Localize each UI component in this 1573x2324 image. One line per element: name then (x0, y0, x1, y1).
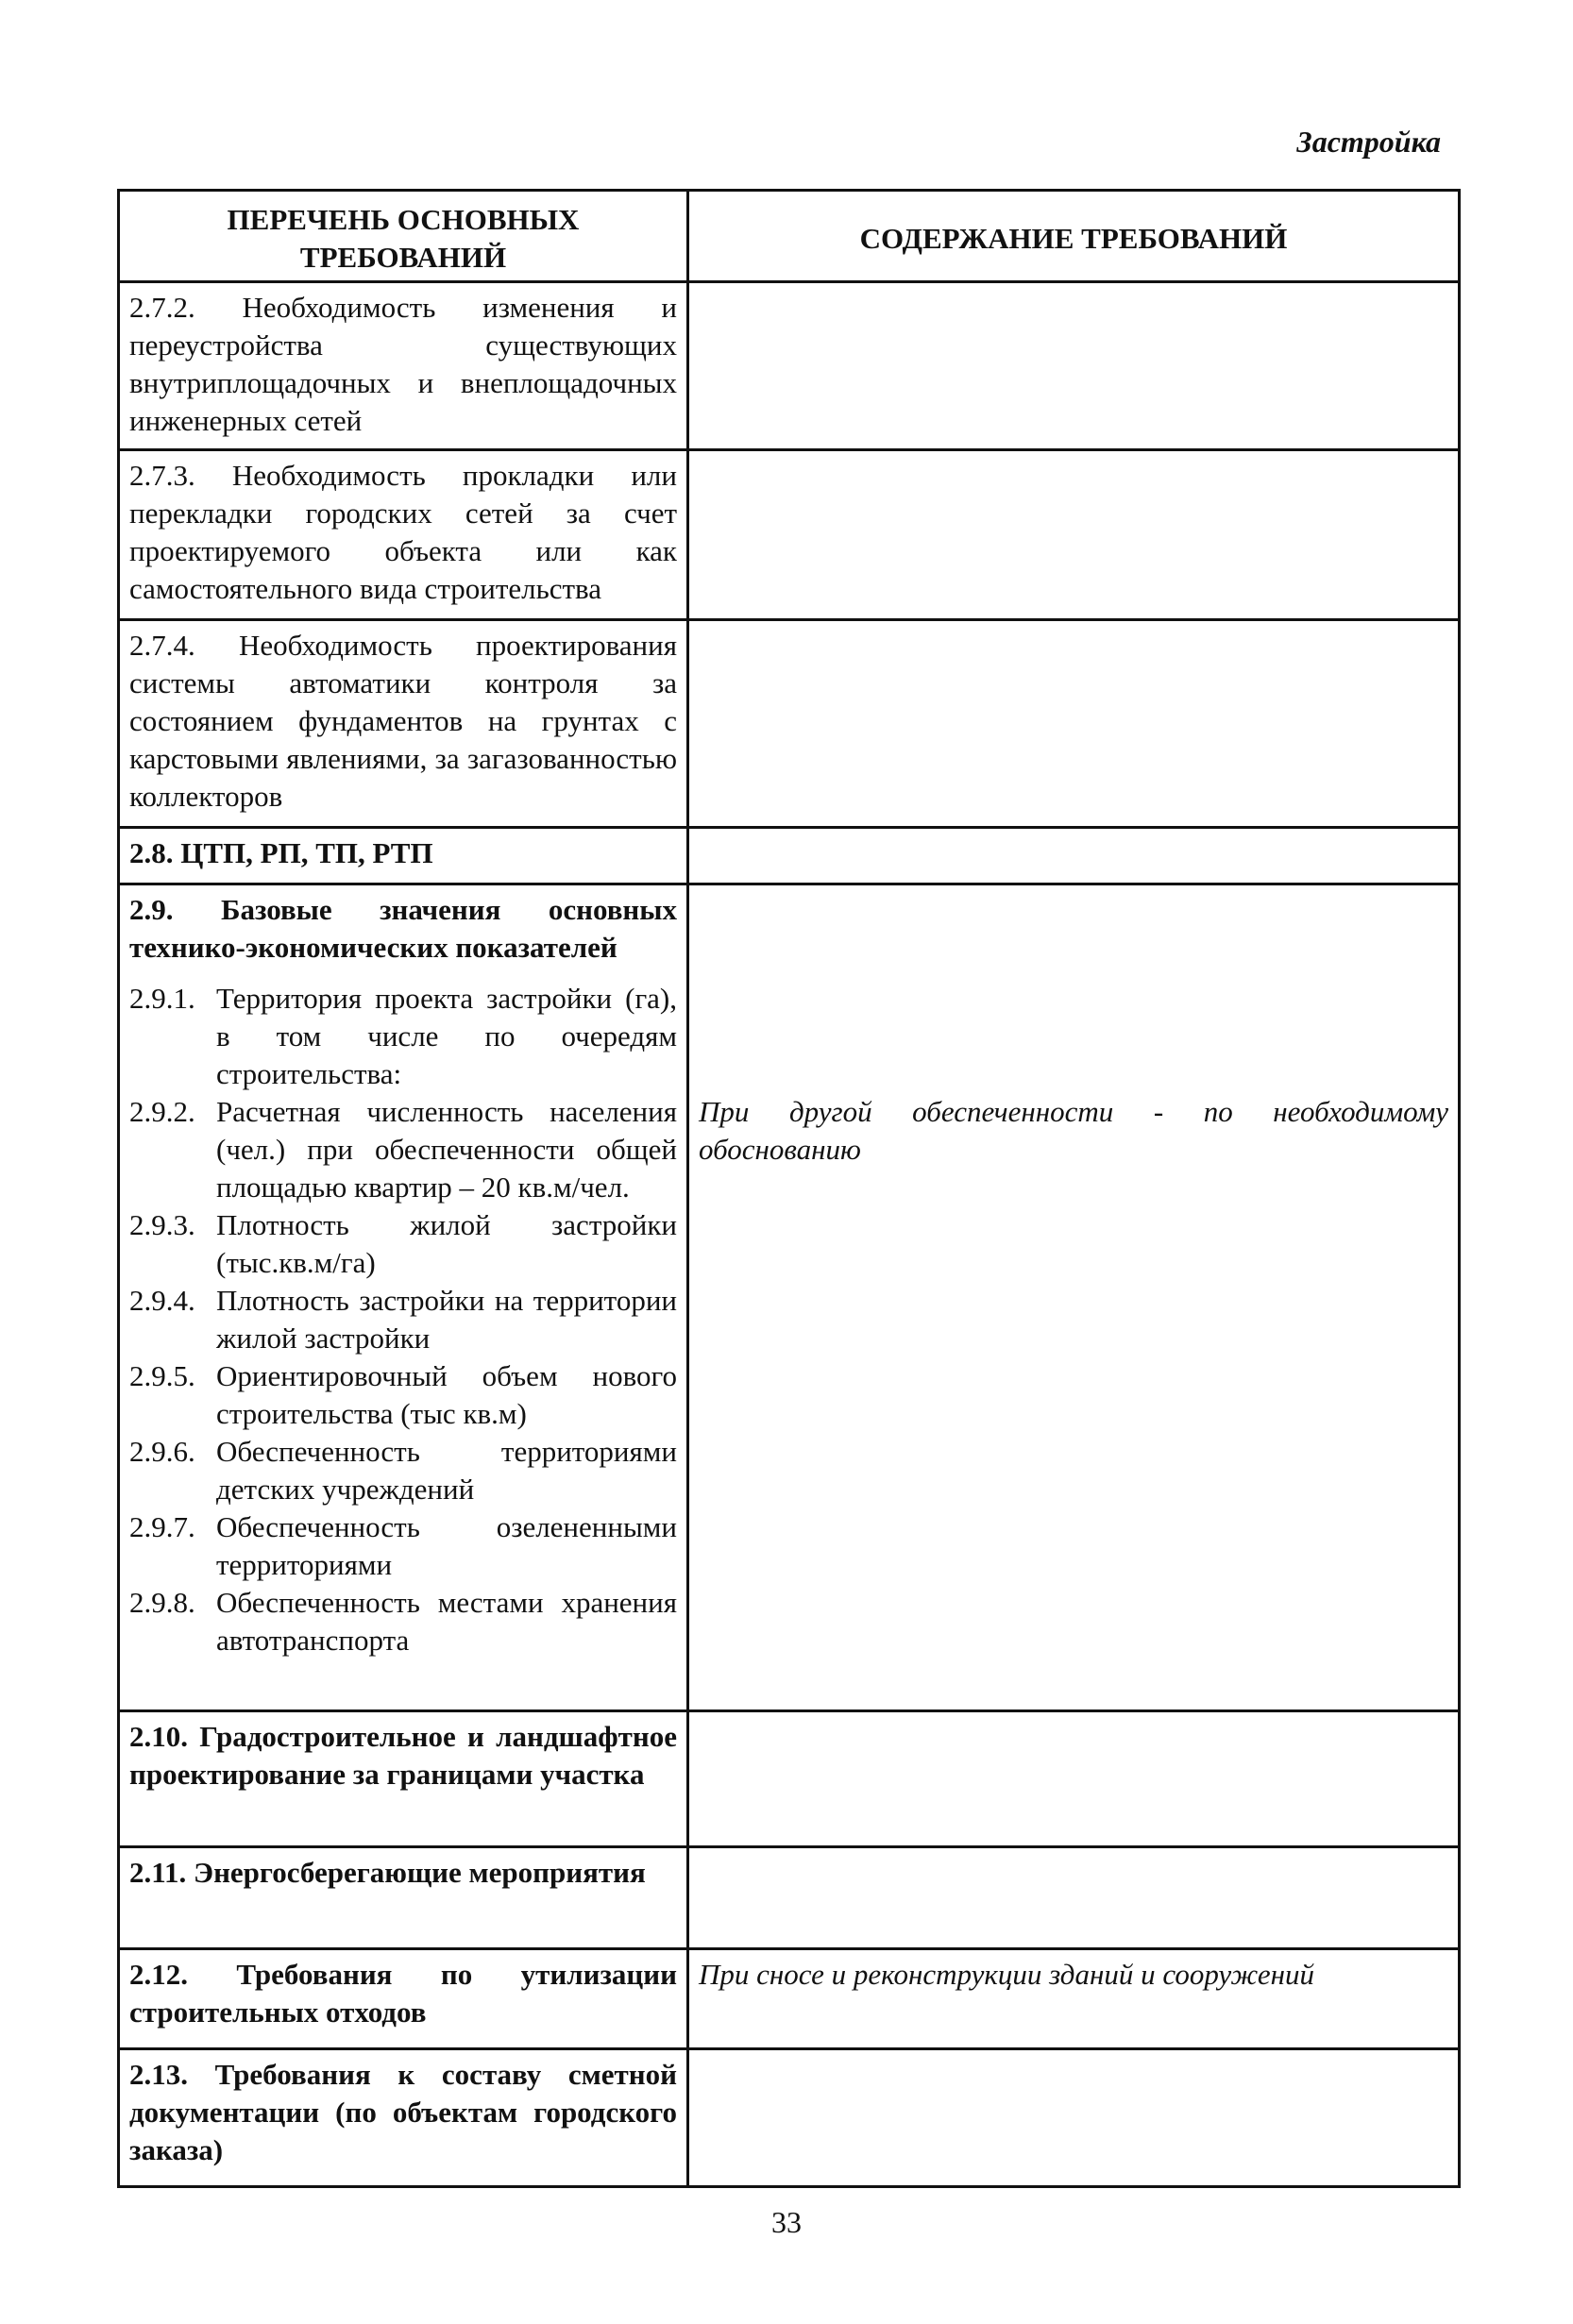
item-text: Плотность застройки на территории жилой застройки (216, 1284, 677, 1355)
requirement-cell (119, 884, 688, 1711)
list-item (129, 1433, 677, 1508)
list-item (129, 1282, 677, 1357)
content-cell: При сносе и реконструкции зданий и сооружений (688, 1949, 1460, 2049)
requirement-cell: 2.8. ЦТП, РП, ТП, РТП (119, 828, 688, 884)
content-cell (688, 450, 1460, 620)
content-cell: При другой обеспеченности - по необходимому обоснованию (688, 884, 1460, 1711)
list-item (129, 1584, 677, 1659)
item-number: 2.9.6. (129, 1435, 195, 1468)
item-text: Территория проекта застройки (га), в том числе по очередям строительства: (216, 982, 677, 1090)
table-row (119, 620, 1460, 828)
table-row (119, 450, 1460, 620)
requirement-cell: 2.13. Требования к составу сметной документации (по объектам городского заказа) (119, 2049, 688, 2187)
item-text: Обеспеченность озелененными территориями (216, 1510, 677, 1581)
section-title: 2.9. Базовые значения основных технико-экономических показателей (129, 893, 677, 964)
running-head: Застройка (1296, 125, 1441, 159)
table-row (119, 828, 1460, 884)
list-item (129, 1206, 677, 1282)
item-text: Обеспеченность территориями детских учреждений (216, 1435, 677, 1506)
item-number: 2.9.1. (129, 982, 195, 1015)
item-text: Ориентировочный объем нового строительства (тыс кв.м) (216, 1359, 677, 1430)
content-cell (688, 282, 1460, 450)
list-item (129, 1508, 677, 1584)
content-cell (688, 1847, 1460, 1949)
page-number: 33 (771, 2205, 802, 2239)
header-requirements-content: СОДЕРЖАНИЕ ТРЕБОВАНИЙ (688, 191, 1460, 282)
list-item (129, 980, 677, 1093)
content-cell (688, 620, 1460, 828)
requirement-cell: 2.7.2. Необходимость изменения и переустройства существующих внутриплощадочных и внеплощадочных инженерных сетей (119, 282, 688, 450)
requirement-cell: 2.12. Требования по утилизации строительных отходов (119, 1949, 688, 2049)
table-row (119, 1847, 1460, 1949)
table-row (119, 1949, 1460, 2049)
table-row (119, 282, 1460, 450)
item-number: 2.9.7. (129, 1510, 195, 1543)
item-number: 2.9.5. (129, 1359, 195, 1392)
table-header-row (119, 191, 1460, 282)
requirement-cell: 2.7.4. Необходимость проектирования системы автоматики контроля за состоянием фундаментов на грунтах с карстовыми явлениями, за загазованностью коллекторов (119, 620, 688, 828)
item-number: 2.9.3. (129, 1208, 195, 1241)
item-text: Расчетная численность населения (чел.) при обеспеченности общей площадью квартир – 20 кв.м/чел. (216, 1095, 677, 1204)
item-number: 2.9.8. (129, 1586, 195, 1619)
table-row (119, 1711, 1460, 1847)
requirements-table (117, 189, 1461, 2188)
item-number: 2.9.4. (129, 1284, 195, 1317)
table-row (119, 2049, 1460, 2187)
requirement-cell: 2.11. Энергосберегающие мероприятия (119, 1847, 688, 1949)
content-cell (688, 2049, 1460, 2187)
content-cell (688, 828, 1460, 884)
item-text: Обеспеченность местами хранения автотранспорта (216, 1586, 677, 1657)
requirement-cell: 2.10. Градостроительное и ландшафтное проектирование за границами участка (119, 1711, 688, 1847)
table-row (119, 884, 1460, 1711)
item-number: 2.9.2. (129, 1095, 195, 1128)
header-requirements-list: ПЕРЕЧЕНЬ ОСНОВНЫХ ТРЕБОВАНИЙ (119, 191, 688, 282)
list-item (129, 1093, 677, 1206)
content-cell (688, 1711, 1460, 1847)
item-text: Плотность жилой застройки (тыс.кв.м/га) (216, 1208, 677, 1279)
list-item (129, 1357, 677, 1433)
requirement-cell: 2.7.3. Необходимость прокладки или перекладки городских сетей за счет проектируемого объекта или как самостоятельного вида строительства (119, 450, 688, 620)
